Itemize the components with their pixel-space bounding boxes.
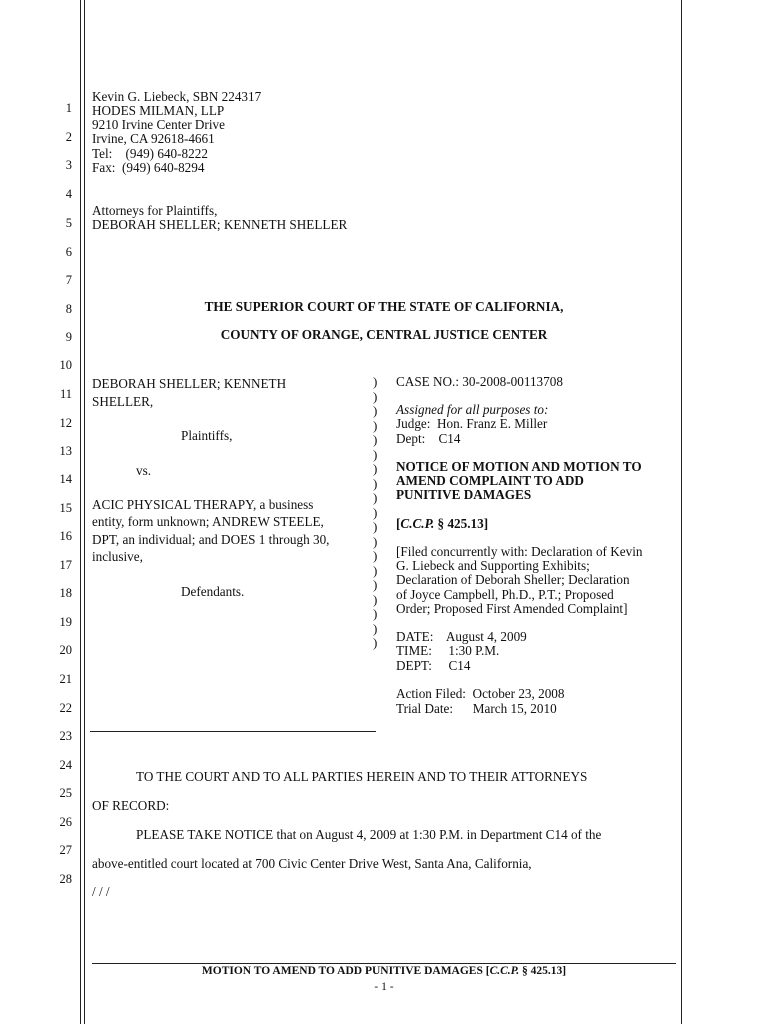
line-number: 18 <box>59 586 72 600</box>
line-number: 23 <box>59 729 72 743</box>
line-number: 21 <box>59 672 72 686</box>
hearing-date: DATE: August 4, 2009 <box>396 629 527 644</box>
body-notice-line-cont: above-entitled court located at 700 Civic Center Drive West, Santa Ana, California, <box>92 856 532 871</box>
action-filed-date: Action Filed: October 23, 2008 <box>396 686 565 701</box>
continuation-slashes: / / / <box>92 884 110 899</box>
versus: vs. <box>136 463 152 478</box>
line-number: 28 <box>59 872 72 886</box>
line-number: 24 <box>59 758 72 772</box>
footer-title-code: C.C.P. <box>489 965 520 977</box>
line-number: 7 <box>65 273 72 287</box>
footer-title-section: § 425.13] <box>519 965 567 977</box>
statute-bracket: [ <box>396 516 401 531</box>
hearing-dept: DEPT: C14 <box>396 658 471 673</box>
firm-city: Irvine, CA 92618-4661 <box>92 131 215 146</box>
attorney-role: Attorneys for Plaintiffs, <box>92 203 218 218</box>
line-number: 16 <box>59 529 72 543</box>
line-number: 20 <box>59 643 72 657</box>
document-title: NOTICE OF MOTION AND MOTION TO <box>396 459 642 474</box>
document-title-cont: AMEND COMPLAINT TO ADD <box>396 473 584 488</box>
line-number: 4 <box>65 187 72 201</box>
filed-concurrently-cont: G. Liebeck and Supporting Exhibits; <box>396 558 590 573</box>
left-margin-rule-inner <box>84 0 85 1024</box>
defendants-names: ACIC PHYSICAL THERAPY, a business <box>92 497 314 512</box>
defendants-names-cont: entity, form unknown; ANDREW STEELE, <box>92 514 324 529</box>
firm-street: 9210 Irvine Center Drive <box>92 117 225 132</box>
footer-title-text: MOTION TO AMEND TO ADD PUNITIVE DAMAGES [ <box>201 965 490 977</box>
left-margin-rule-outer <box>80 0 81 1024</box>
firm-name: HODES MILMAN, LLP <box>92 103 225 118</box>
line-number: 8 <box>65 302 72 316</box>
line-number: 25 <box>59 786 72 800</box>
line-number: 9 <box>65 330 72 344</box>
line-number: 13 <box>59 444 72 458</box>
statute-code: C.C.P. <box>400 516 435 531</box>
body-address-line: TO THE COURT AND TO ALL PARTIES HEREIN AND TO THEIR ATTORNEYS <box>136 769 588 784</box>
filed-concurrently: [Filed concurrently with: Declaration of Kevin <box>396 544 643 559</box>
court-county: COUNTY OF ORANGE, CENTRAL JUSTICE CENTER <box>220 327 548 342</box>
firm-telephone: Tel: (949) 640-8222 <box>92 146 208 161</box>
line-number: 12 <box>59 416 72 430</box>
footer-title <box>92 965 676 977</box>
defendants-label: Defendants. <box>181 584 245 599</box>
plaintiffs-names-cont: SHELLER, <box>92 394 154 409</box>
line-number: 22 <box>59 701 72 715</box>
firm-fax: Fax: (949) 640-8294 <box>92 160 205 175</box>
judge-name: Judge: Hon. Franz E. Miller <box>396 416 548 431</box>
case-number: CASE NO.: 30-2008-00113708 <box>396 374 563 389</box>
statute-citation <box>396 517 488 532</box>
line-number: 27 <box>59 843 72 857</box>
filed-concurrently-cont: Declaration of Deborah Sheller; Declaration <box>396 572 630 587</box>
attorney-name: Kevin G. Liebeck, SBN 224317 <box>92 89 262 104</box>
plaintiffs-label: Plaintiffs, <box>181 428 233 443</box>
hearing-time: TIME: 1:30 P.M. <box>396 643 500 658</box>
caption-divider <box>90 731 376 732</box>
assigned-label: Assigned for all purposes to: <box>396 402 549 417</box>
page-number: - 1 - <box>374 981 394 993</box>
line-number: 19 <box>59 615 72 629</box>
line-number: 2 <box>65 130 72 144</box>
plaintiffs-names: DEBORAH SHELLER; KENNETH <box>92 376 287 391</box>
line-number: 26 <box>59 815 72 829</box>
document-title-cont: PUNITIVE DAMAGES <box>396 487 532 502</box>
line-number: 15 <box>59 501 72 515</box>
line-number: 11 <box>59 387 72 401</box>
court-name: THE SUPERIOR COURT OF THE STATE OF CALIFORNIA, <box>204 299 564 314</box>
judge-dept: Dept: C14 <box>396 431 461 446</box>
defendants-names-cont: inclusive, <box>92 549 143 564</box>
line-number: 17 <box>59 558 72 572</box>
right-margin-rule <box>681 0 682 1024</box>
statute-section: § 425.13] <box>434 516 489 531</box>
line-number: 14 <box>59 472 72 486</box>
filed-concurrently-cont: Order; Proposed First Amended Complaint] <box>396 601 628 616</box>
footer-rule <box>92 963 676 964</box>
caption-parentheses: ) ) ) ) ) ) ) ) ) ) ) ) ) ) ) ) ) ) ) <box>373 374 378 650</box>
filed-concurrently-cont: of Joyce Campbell, Ph.D., P.T.; Proposed <box>396 587 614 602</box>
trial-date: Trial Date: March 15, 2010 <box>396 701 557 716</box>
line-number: 1 <box>65 101 72 115</box>
client-names: DEBORAH SHELLER; KENNETH SHELLER <box>92 217 348 232</box>
defendants-names-cont: DPT, an individual; and DOES 1 through 30, <box>92 532 330 547</box>
body-address-line-cont: OF RECORD: <box>92 798 170 813</box>
line-number: 10 <box>59 358 72 372</box>
line-number: 3 <box>65 158 72 172</box>
line-number: 6 <box>65 245 72 259</box>
line-number: 5 <box>65 216 72 230</box>
body-notice-line: PLEASE TAKE NOTICE that on August 4, 2009 at 1:30 P.M. in Department C14 of the <box>136 827 602 842</box>
